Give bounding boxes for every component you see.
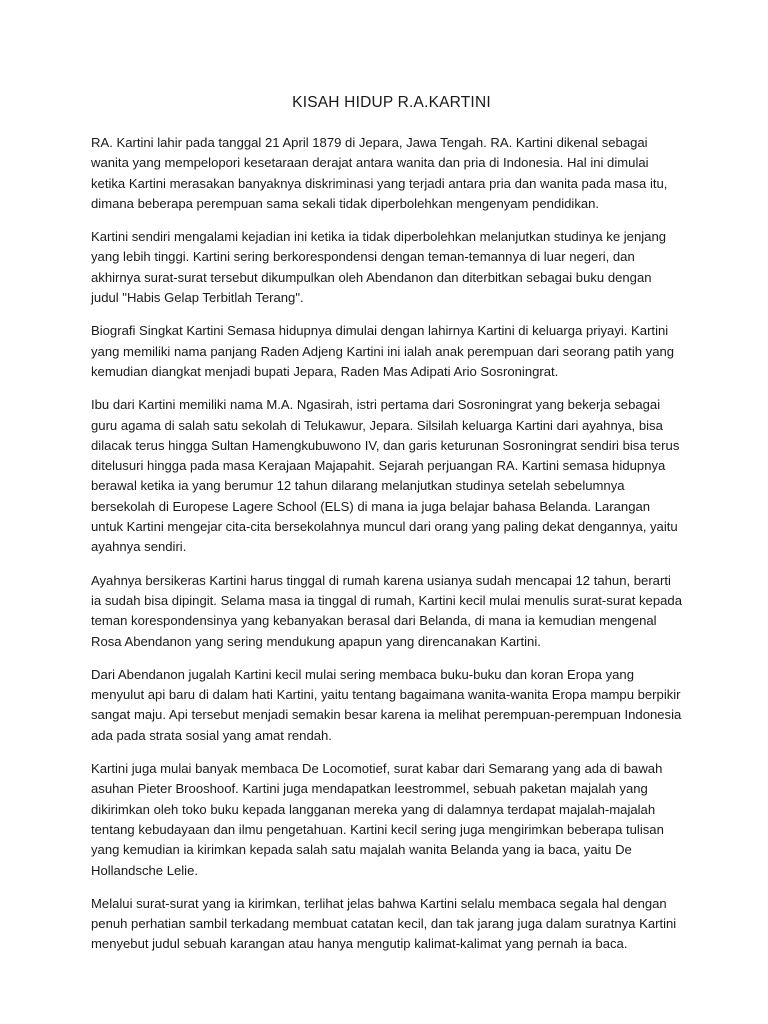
paragraph-reading: Kartini juga mulai banyak membaca De Locomotief, surat kabar dari Semarang yang ada di bawah asuhan Pieter Brooshoof. Kartini juga mendapatkan leestrommel, sebuah paketan majalah yang dikirimkan oleh toko buku kepada langganan mereka yang di dalamnya terdapat majalah-majalah tentang kebudayaan dan ilmu pengetahuan. Kartini kecil sering juga mengirimkan beberapa tulisan yang kemudian ia kirimkan kepada salah satu majalah wanita Belanda yang ia baca, yaitu De Hollandsche Lelie. [91, 761, 664, 878]
paragraph-abendanon: Dari Abendanon jugalah Kartini kecil mulai sering membaca buku-buku dan koran Eropa yang menyulut api baru di dalam hati Kartini, yaitu tentang bagaimana wanita-wanita Eropa mampu berpikir sangat maju. Api tersebut menjadi semakin besar karena ia melihat perempuan-perempuan Indonesia ada pada strata sosial yang amat rendah. [91, 666, 682, 743]
paragraph-birth: RA. Kartini lahir pada tanggal 21 April 1879 di Jepara, Jawa Tengah. RA. Kartini dikenal sebagai wanita yang mempelopori kesetaraan derajat antara wanita dan pria di Indonesia. Hal ini dimulai ketika Kartini merasakan banyaknya diskriminasi yang terjadi antara pria dan wanita pada masa itu, dimana beberapa perempuan sama sekali tidak diperbolehkan mengenyam pendidikan. [91, 135, 668, 211]
paragraph-letters: Melalui surat-surat yang ia kirimkan, terlihat jelas bahwa Kartini selalu membaca segala hal dengan penuh perhatian sambil terkadang membuat catatan kecil, dan tak jarang juga dalam suratnya Kartini menyebut judul sebuah karangan atau hanya mengutip kalimat-kalimat yang pernah ia baca. [91, 895, 677, 952]
document-title: KISAH HIDUP R.A.KARTINI [292, 94, 491, 111]
paragraph-family: Ibu dari Kartini memiliki nama M.A. Ngasirah, istri pertama dari Sosroningrat yang bekerja sebagai guru agama di salah satu sekolah di Telukawur, Jepara. Silsilah keluarga Kartini dari ayahnya, bisa dilacak terus hingga Sultan Hamengkubuwono IV, dan garis keturunan Sosroningrat sendiri bisa terus ditelusuri hingga pada masa Kerajaan Majapahit. Sejarah perjuangan RA. Kartini semasa hidupnya berawal ketika ia yang berumur 12 tahun dilarang melanjutkan studinya setelah sebelumnya bersekolah di Europese Lagere School (ELS) di mana ia juga belajar bahasa Belanda. Larangan untuk Kartini mengejar cita-cita bersekolahnya muncul dari orang yang paling dekat dengannya, yaitu ayahnya sendiri. [91, 397, 680, 555]
paragraph-correspondence: Kartini sendiri mengalami kejadian ini ketika ia tidak diperbolehkan melanjutkan studinya ke jenjang yang lebih tinggi. Kartini sering berkorespondensi dengan teman-temannya di luar negeri, dan akhirnya surat-surat tersebut dikumpulkan oleh Abendanon dan diterbitkan sebagai buku dengan judul "Habis Gelap Terbitlah Terang". [91, 229, 667, 306]
paragraph-pingit: Ayahnya bersikeras Kartini harus tinggal di rumah karena usianya sudah mencapai 12 tahun, berarti ia sudah bisa dipingit. Selama masa ia tinggal di rumah, Kartini kecil mulai menulis surat-surat kepada teman korespondensinya yang kebanyakan berasal dari Belanda, di mana ia kemudian mengenal Rosa Abendanon yang sering mendukung apapun yang direncanakan Kartini. [91, 572, 682, 649]
paragraph-biography: Biografi Singkat Kartini Semasa hidupnya dimulai dengan lahirnya Kartini di keluarga priyayi. Kartini yang memiliki nama panjang Raden Adjeng Kartini ini ialah anak perempuan dari seorang patih yang kemudian diangkat menjadi bupati Jepara, Raden Mas Adipati Ario Sosroningrat. [91, 323, 675, 379]
